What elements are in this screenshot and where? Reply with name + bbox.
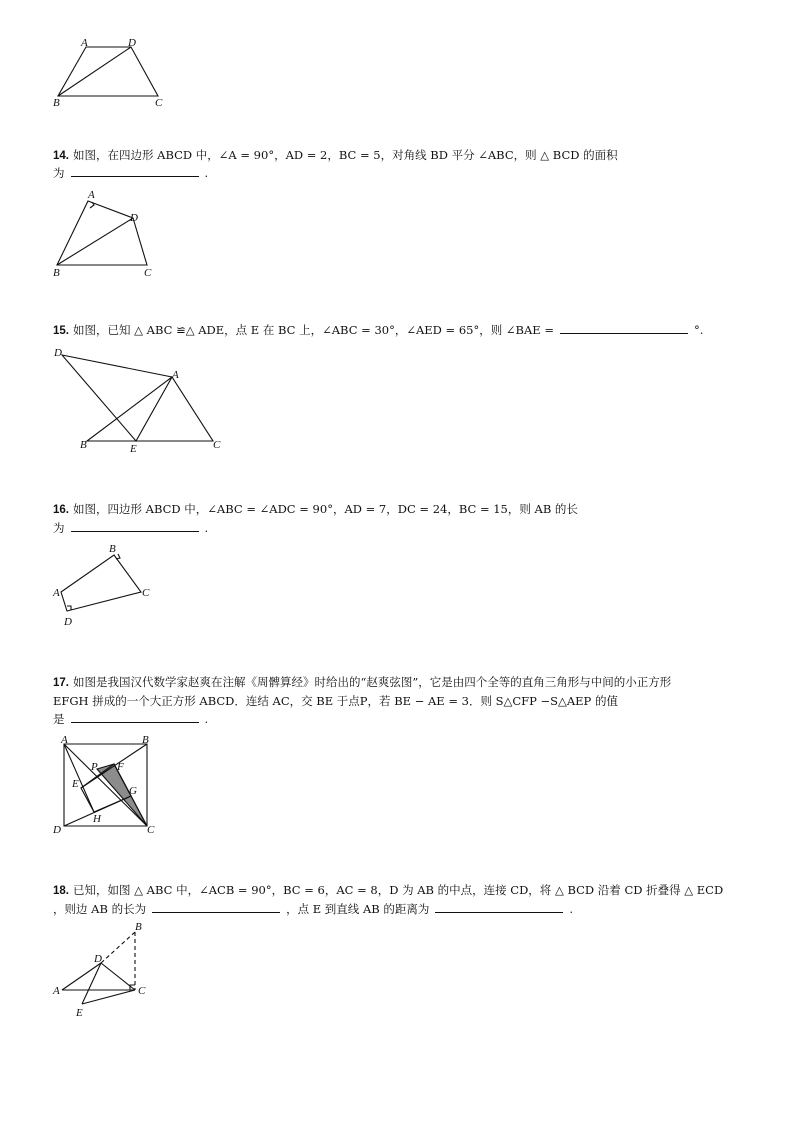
label-p: P — [91, 761, 98, 773]
answer-suffix: . — [204, 166, 209, 180]
answer-blank[interactable] — [71, 709, 199, 723]
figure-14-quadrilateral — [50, 188, 170, 280]
figure-15-triangles — [50, 342, 235, 457]
triangle-ade — [62, 355, 172, 441]
answer-prefix: 为 — [53, 166, 65, 180]
answer-suffix: °. — [693, 323, 704, 337]
label-c: C — [213, 439, 221, 451]
question-17-line2 — [53, 691, 618, 711]
label-e: E — [72, 778, 79, 790]
question-17 — [53, 672, 671, 693]
label-a: A — [81, 37, 88, 49]
label-c: C — [142, 587, 150, 599]
label-e: E — [76, 1007, 83, 1019]
label-c: C — [155, 97, 163, 109]
answer-blank[interactable] — [71, 518, 199, 532]
answer-blank[interactable] — [71, 163, 199, 177]
trapezoid-shape — [58, 47, 158, 96]
label-d: D — [128, 37, 136, 49]
label-c: C — [144, 267, 152, 279]
quadrilateral-shape — [61, 555, 141, 611]
quadrilateral-shape — [57, 201, 147, 265]
question-text: 已知，如图 △ ABC 中，∠ACB = 90°，BC = 6，AC = 8，D 为 AB 的中点，连接 CD，将 △ BCD 沿着 CD 折叠得 △ ECD — [73, 883, 724, 897]
label-b: B — [109, 543, 116, 555]
answer-suffix: . — [204, 521, 209, 535]
label-d: D — [130, 212, 138, 224]
label-b: B — [142, 734, 149, 746]
question-number: 14. — [53, 150, 69, 162]
triangle-cfp-shaded — [97, 764, 147, 826]
question-number: 16. — [53, 504, 69, 516]
segment-ah — [64, 744, 94, 812]
answer-suffix: . — [569, 902, 574, 916]
question-number: 15. — [53, 325, 69, 337]
figure-13-trapezoid — [50, 36, 180, 110]
question-14-line2 — [53, 163, 208, 183]
label-e: E — [130, 443, 137, 455]
answer-blank[interactable] — [560, 320, 688, 334]
answer-blank-distance[interactable] — [435, 899, 563, 913]
question-text: 如图，四边形 ABCD 中，∠ABC = ∠ADC = 90°，AD = 7，DC = 24，BC = 15，则 AB 的长 — [73, 502, 578, 516]
figure-18-folded-triangle — [50, 920, 160, 1020]
question-number: 17. — [53, 677, 69, 689]
question-16-line2 — [53, 518, 208, 538]
label-d: D — [64, 616, 72, 628]
right-angle-mark-d — [67, 606, 71, 610]
question-text: 如图是我国汉代数学家赵爽在注解《周髀算经》时给出的“赵爽弦图”，它是由四个全等的直角三角形与中间的小正方形 — [73, 675, 672, 689]
question-18 — [53, 880, 723, 901]
figure-17-zhao-shuang-diagram — [50, 734, 165, 842]
segment-db-dashed — [101, 932, 135, 963]
triangle-abc — [87, 377, 213, 441]
label-b: B — [53, 97, 60, 109]
label-h: H — [93, 813, 101, 825]
question-number: 18. — [53, 885, 69, 897]
answer-prefix: 为 — [53, 521, 65, 535]
label-c: C — [138, 985, 146, 997]
answer-blank-ab[interactable] — [152, 899, 280, 913]
label-c: C — [147, 824, 155, 836]
label-b: B — [135, 921, 142, 933]
answer-prefix: ，则边 AB 的长为 — [53, 902, 147, 916]
answer-prefix: 是 — [53, 712, 65, 726]
diagonal-bd — [58, 47, 131, 96]
answer-middle: ，点 E 到直线 AB 的距离为 — [286, 902, 430, 916]
question-16 — [53, 499, 578, 520]
question-text: 如图，在四边形 ABCD 中，∠A = 90°，AD = 2，BC = 5，对角线 BD 平分 ∠ABC，则 △ BCD 的面积 — [73, 148, 618, 162]
question-15 — [53, 320, 703, 341]
figure-16-quadrilateral — [50, 540, 160, 630]
label-b: B — [53, 267, 60, 279]
question-text-continued: EFGH 拼成的一个大正方形 ABCD．连结 AC，交 BE 于点P，若 BE − AE = 3．则 S△CFP −S△AEP 的值 — [53, 694, 618, 708]
question-text: 如图，已知 △ ABC ≌△ ADE，点 E 在 BC 上，∠ABC = 30°，∠AED = 65°，则 ∠BAE = — [73, 323, 554, 337]
question-17-line3 — [53, 709, 208, 729]
label-f: F — [117, 761, 124, 773]
label-g: G — [129, 785, 137, 797]
question-18-line2 — [53, 899, 573, 919]
segment-ec — [82, 990, 135, 1004]
label-b: B — [80, 439, 87, 451]
label-a: A — [88, 189, 95, 201]
answer-suffix: . — [204, 712, 209, 726]
label-a: A — [53, 985, 60, 997]
label-d: D — [53, 824, 61, 836]
label-d: D — [94, 953, 102, 965]
label-d: D — [54, 347, 62, 359]
label-a: A — [61, 734, 68, 746]
label-a: A — [172, 369, 179, 381]
label-a: A — [53, 587, 60, 599]
